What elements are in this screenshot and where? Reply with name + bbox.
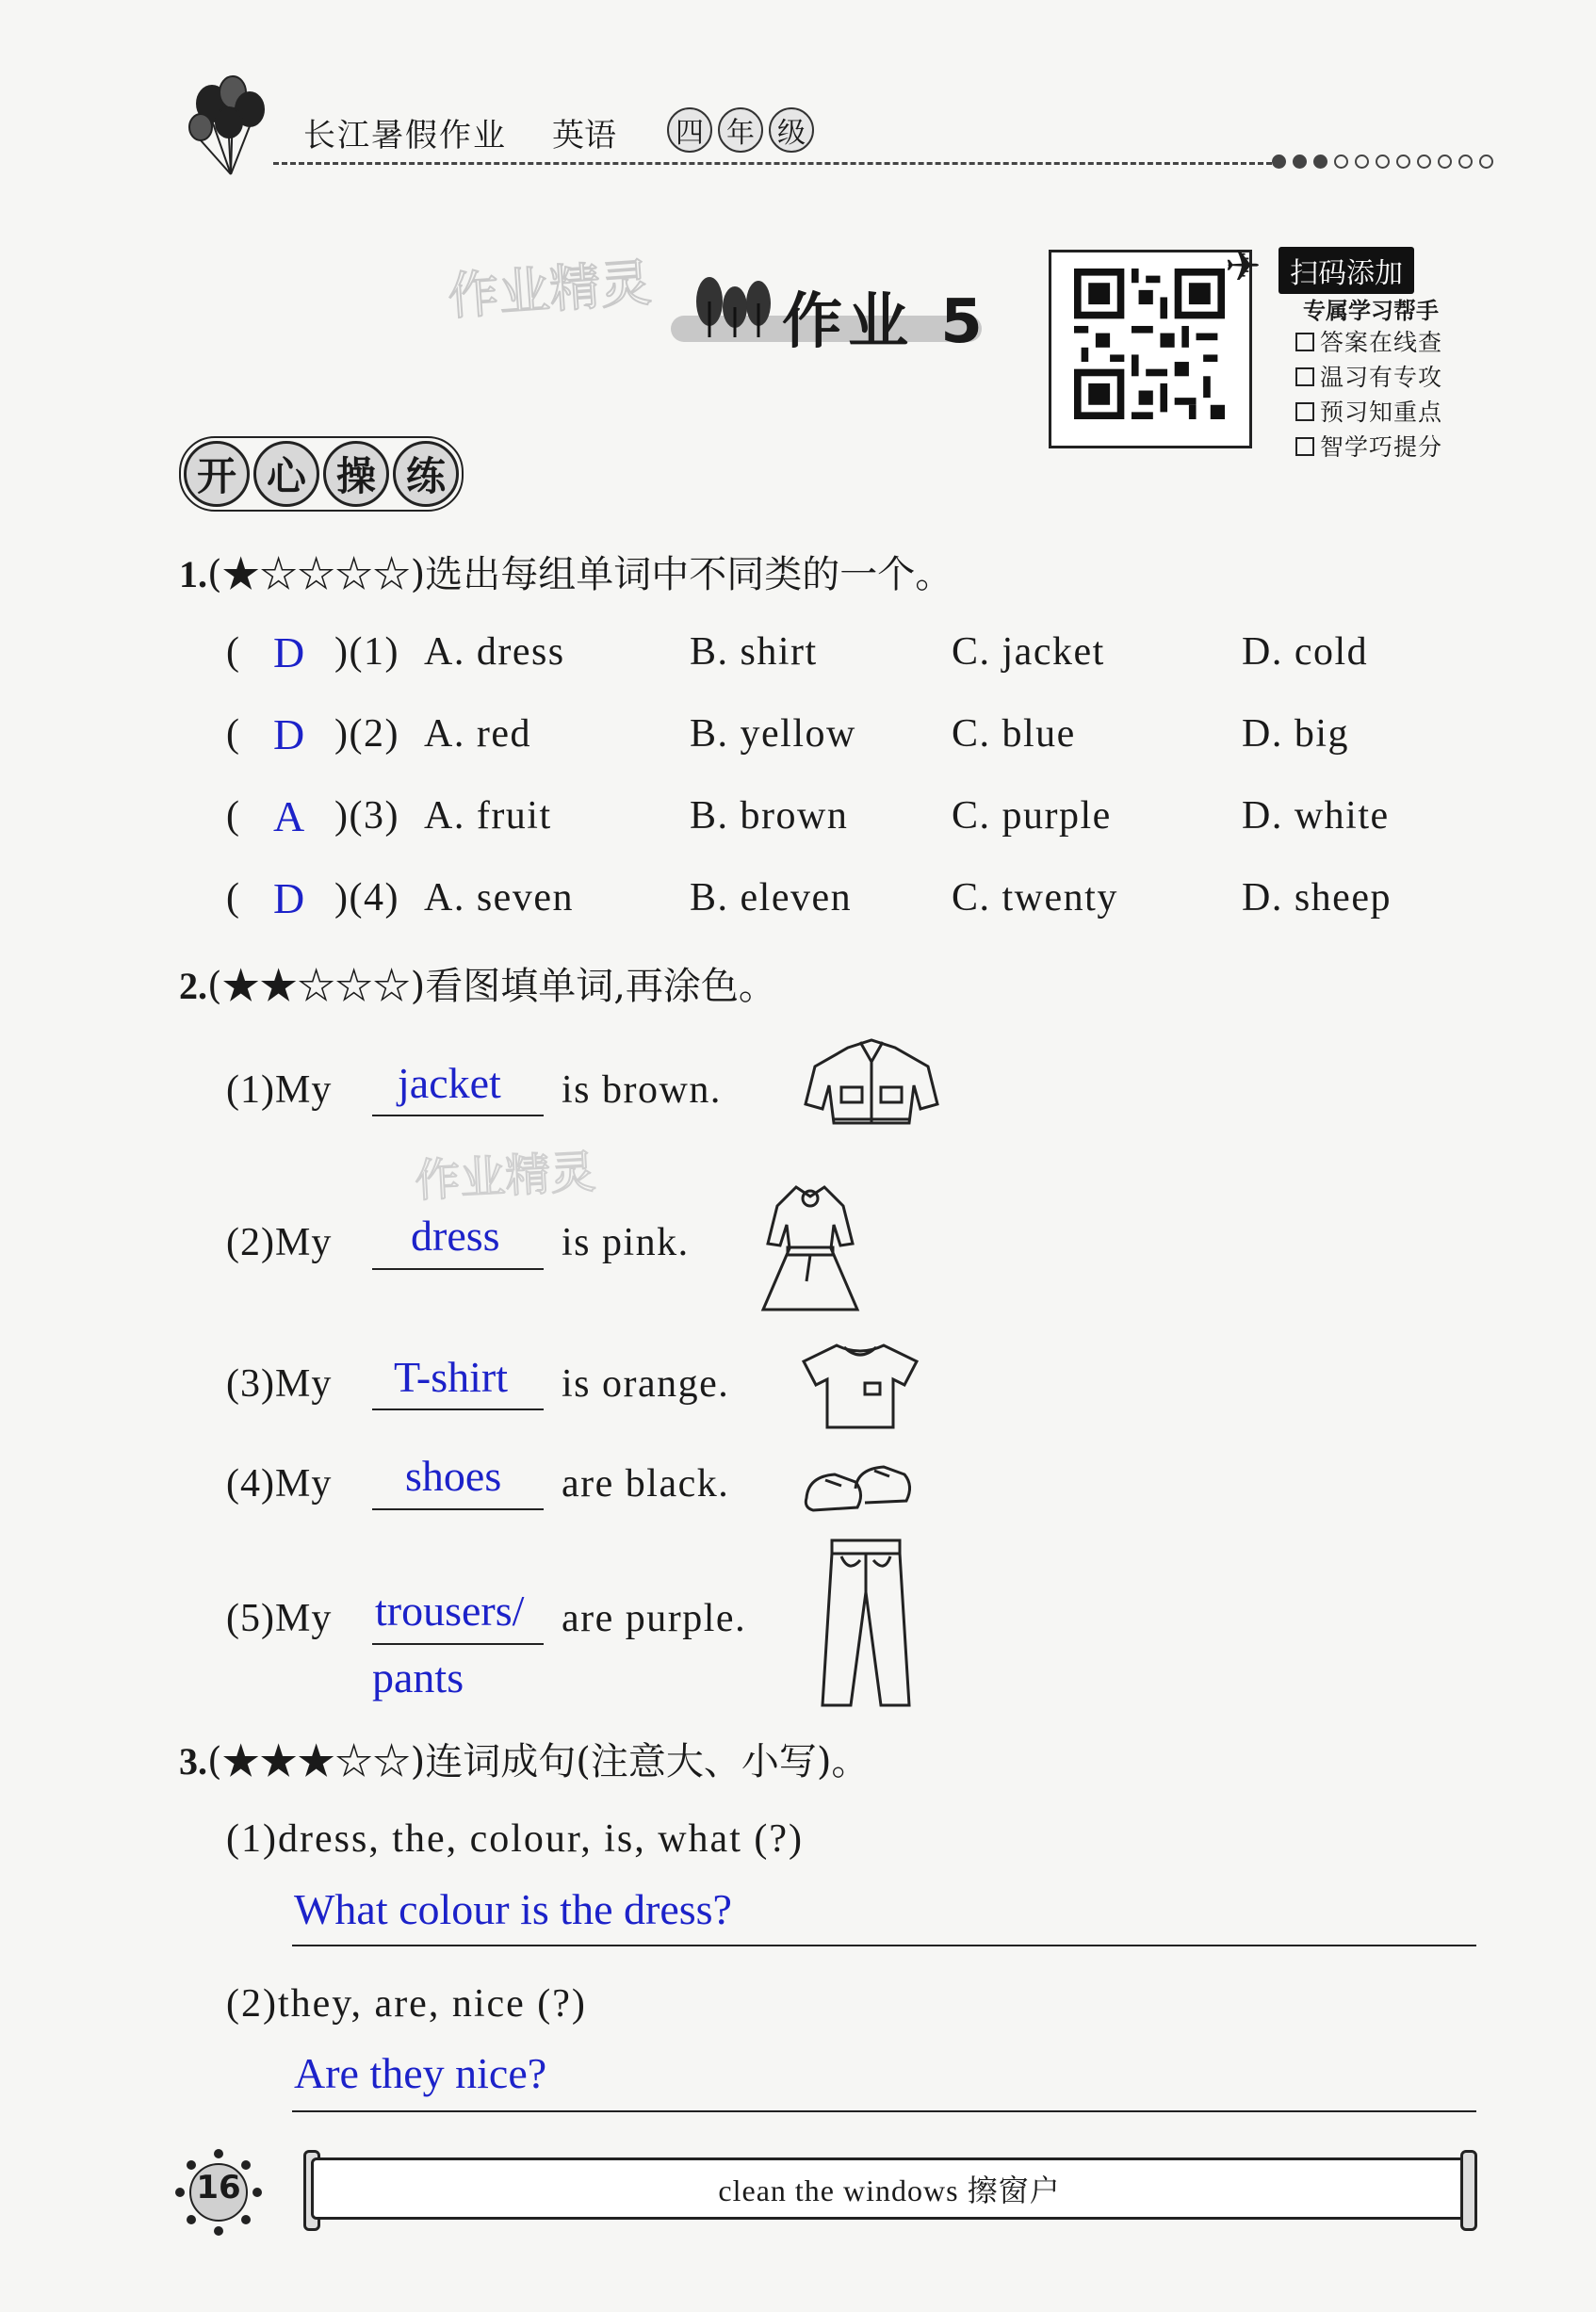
option-b: B. shirt xyxy=(690,630,818,674)
option-d: D. cold xyxy=(1242,630,1369,674)
option-a: A. fruit xyxy=(424,794,552,838)
option-b: B. brown xyxy=(690,794,849,838)
tshirt-icon xyxy=(799,1338,921,1432)
q3-prompt: (2)they, are, nice (?) xyxy=(226,1982,587,2026)
book-title: 长江暑假作业 xyxy=(303,117,507,155)
q2-answer: trousers/ xyxy=(375,1587,525,1635)
q2-answer: shoes xyxy=(405,1452,502,1500)
option-c: C. purple xyxy=(952,794,1112,838)
q2-answer: jacket xyxy=(398,1059,501,1107)
scroll-cap xyxy=(1460,2150,1477,2231)
section-header xyxy=(179,436,464,512)
page-number: 16 xyxy=(196,2169,241,2206)
section-char: 操 xyxy=(323,441,389,507)
qr-feature: 智学巧提分 xyxy=(1295,429,1442,463)
section-char: 练 xyxy=(393,441,459,507)
qr-feature: 预习知重点 xyxy=(1295,394,1442,428)
qr-feature: 温习有专攻 xyxy=(1295,359,1442,393)
q2-answer: dress xyxy=(411,1212,500,1260)
dress-icon xyxy=(754,1178,867,1319)
option-c: C. twenty xyxy=(952,876,1118,920)
option-b: B. yellow xyxy=(690,712,856,756)
qr-helper-label: 专属学习帮手 xyxy=(1303,298,1439,324)
watermark: 作业精灵 xyxy=(413,1146,597,1208)
trees-icon xyxy=(692,273,777,339)
q1-answer: A xyxy=(273,792,305,840)
q1-heading: 1.(★☆☆☆☆)选出每组单词中不同类的一个。 xyxy=(179,553,953,596)
header-divider xyxy=(273,162,1272,165)
q3-answer: What colour is the dress? xyxy=(294,1885,732,1933)
q3-prompt: (1)dress, the, colour, is, what (?) xyxy=(226,1817,804,1861)
option-a: A. dress xyxy=(424,630,565,674)
vocab-text: clean the windows 擦窗户 xyxy=(718,2174,1061,2207)
assignment-title: 作业 5 xyxy=(782,287,988,357)
checkbox-icon xyxy=(1295,367,1314,386)
qr-badge: 扫码添加 xyxy=(1278,247,1414,294)
q2-answer-alt: pants xyxy=(372,1653,464,1701)
q2-heading: 2.(★★☆☆☆)看图填单词,再涂色。 xyxy=(179,965,776,1008)
balloons-icon xyxy=(184,75,278,179)
shoes-icon xyxy=(799,1456,917,1522)
subject-label: 英语 xyxy=(552,117,616,155)
header-dots xyxy=(1272,155,1493,169)
q1-answer: D xyxy=(273,710,305,758)
watermark: 作业精灵 xyxy=(446,252,654,327)
grade-label xyxy=(667,107,814,153)
section-char: 开 xyxy=(184,441,250,507)
grade-char: 年 xyxy=(718,107,763,153)
option-b: B. eleven xyxy=(690,876,853,920)
option-d: D. sheep xyxy=(1242,876,1392,920)
paper-plane-icon: ✈ xyxy=(1225,240,1262,291)
qr-feature: 答案在线查 xyxy=(1295,324,1442,358)
grade-char: 级 xyxy=(769,107,814,153)
option-d: D. white xyxy=(1242,794,1390,838)
checkbox-icon xyxy=(1295,333,1314,351)
q2-answer: T-shirt xyxy=(394,1353,508,1401)
trousers-icon xyxy=(815,1536,919,1710)
checkbox-icon xyxy=(1295,402,1314,421)
option-a: A. seven xyxy=(424,876,574,920)
vocab-banner xyxy=(311,2157,1468,2220)
option-d: D. big xyxy=(1242,712,1349,756)
q3-answer: Are they nice? xyxy=(294,2049,547,2097)
option-c: C. jacket xyxy=(952,630,1105,674)
q3-heading: 3.(★★★☆☆)连词成句(注意大、小写)。 xyxy=(179,1740,870,1783)
checkbox-icon xyxy=(1295,437,1314,456)
grade-char: 四 xyxy=(667,107,712,153)
q1-answer: D xyxy=(273,874,305,922)
qr-code-icon[interactable] xyxy=(1074,269,1225,419)
section-char: 心 xyxy=(253,441,319,507)
option-c: C. blue xyxy=(952,712,1076,756)
q1-answer: D xyxy=(273,628,305,676)
jacket-icon xyxy=(796,1029,947,1142)
option-a: A. red xyxy=(424,712,531,756)
